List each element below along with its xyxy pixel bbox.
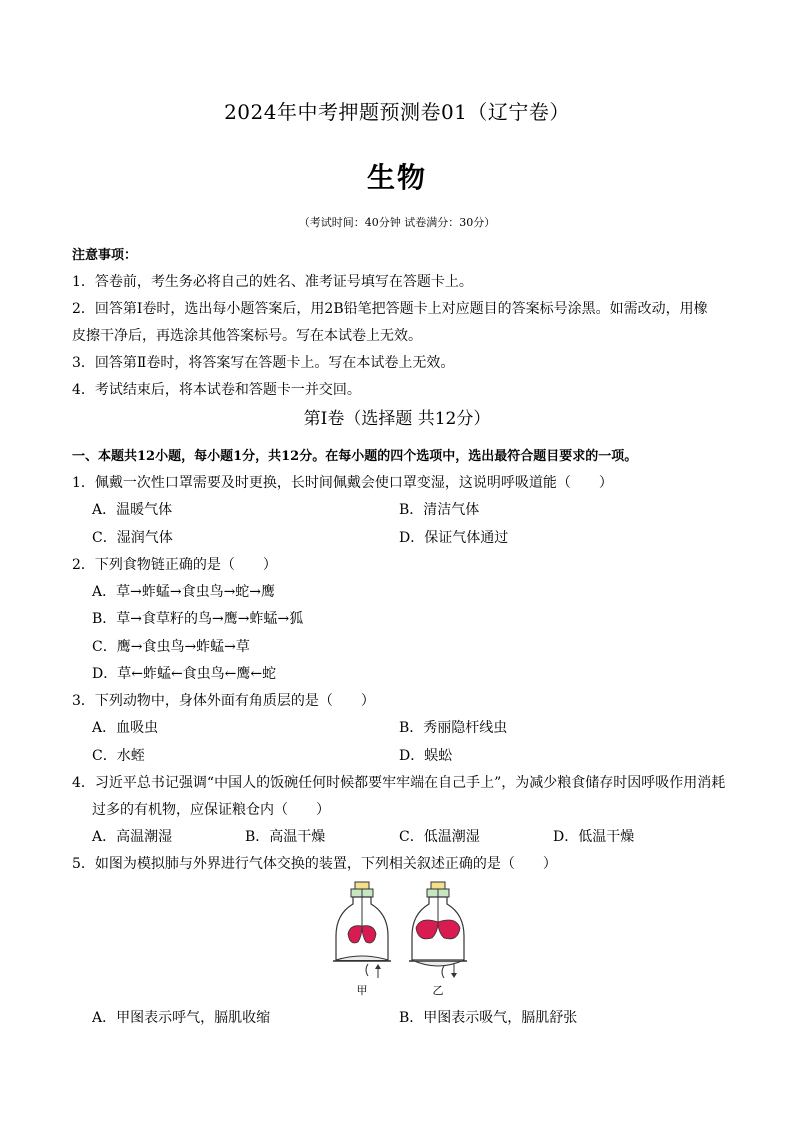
q3-option-b: B．秀丽隐杆线虫 [399, 720, 508, 736]
question-4-stem-cont: 过多的有机物，应保证粮仓内（ ） [92, 802, 330, 818]
note-item-2: 2．回答第Ⅰ卷时，选出每小题答案后，用2B铅笔把答题卡上对应题目的答案标号涂黑。如需改动，用橡 [72, 301, 708, 317]
jar-jia [333, 882, 391, 978]
question-4-stem: 4．习近平总书记强调“中国人的饭碗任何时候都要牢牢端在自己手上”，为减少粮食储存时因呼吸作用消耗 [72, 775, 726, 791]
lung-model-diagram [330, 880, 480, 998]
section-title: 第Ⅰ卷（选择题 共12分） [303, 409, 491, 429]
note-item-2-cont: 皮擦干净后，再选涂其他答案标号。写在本试卷上无效。 [72, 328, 422, 344]
question-3-stem: 3．下列动物中，身体外面有角质层的是（ ） [72, 693, 375, 709]
q2-option-a: A．草→蚱蜢→食虫鸟→蛇→鹰 [92, 584, 276, 600]
question-5-stem: 5．如图为模拟肺与外界进行气体交换的装置，下列相关叙述正确的是（ ） [72, 856, 557, 872]
q5-option-a: A．甲图表示呼气，膈肌收缩 [92, 1010, 271, 1026]
exam-info: （考试时间：40分钟 试卷满分：30分） [298, 216, 496, 229]
q4-option-a: A．高温潮湿 [92, 829, 173, 845]
question-2-stem: 2．下列食物链正确的是（ ） [72, 557, 277, 573]
lung-model-figure [330, 880, 480, 1002]
note-item-1: 1．答卷前，考生务必将自己的姓名、准考证号填写在答题卡上。 [72, 274, 473, 290]
q5-option-b: B．甲图表示吸气，膈肌舒张 [399, 1010, 578, 1026]
q1-option-c: C．湿润气体 [92, 530, 173, 546]
q1-option-a: A．温暖气体 [92, 502, 173, 518]
q2-option-d: D．草←蚱蜢←食虫鸟←鹰←蛇 [92, 666, 277, 682]
figure-label-yi: 乙 [432, 984, 444, 997]
jar-yi [409, 882, 467, 978]
q4-option-b: B．高温干燥 [245, 829, 326, 845]
q1-option-d: D．保证气体通过 [399, 530, 509, 546]
q4-option-d: D．低温干燥 [553, 829, 635, 845]
q3-option-c: C．水蛭 [92, 748, 145, 764]
q1-option-b: B．清洁气体 [399, 502, 480, 518]
q4-option-c: C．低温潮湿 [399, 829, 480, 845]
q3-option-d: D．蜈蚣 [399, 748, 453, 764]
question-1-stem: 1．佩戴一次性口罩需要及时更换，长时间佩戴会使口罩变湿，这说明呼吸道能（ ） [72, 475, 613, 491]
exam-title: 2024年中考押题预测卷01（辽宁卷） [224, 100, 570, 124]
section-instruction: 一、本题共12小题，每小题1分，共12分。在每小题的四个选项中，选出最符合题目要求的一项。 [72, 449, 638, 464]
q2-option-b: B．草→食草籽的鸟→鹰→蚱蜢→狐 [92, 611, 304, 627]
q3-option-a: A．血吸虫 [92, 720, 159, 736]
note-item-4: 4．考试结束后，将本试卷和答题卡一并交回。 [72, 382, 361, 398]
notes-heading: 注意事项： [72, 248, 138, 263]
q2-option-c: C．鹰→食虫鸟→蚱蜢→草 [92, 639, 250, 655]
figure-label-jia: 甲 [356, 984, 368, 997]
note-item-3: 3．回答第Ⅱ卷时，将答案写在答题卡上。写在本试卷上无效。 [72, 355, 455, 371]
subject-title: 生物 [366, 161, 427, 194]
